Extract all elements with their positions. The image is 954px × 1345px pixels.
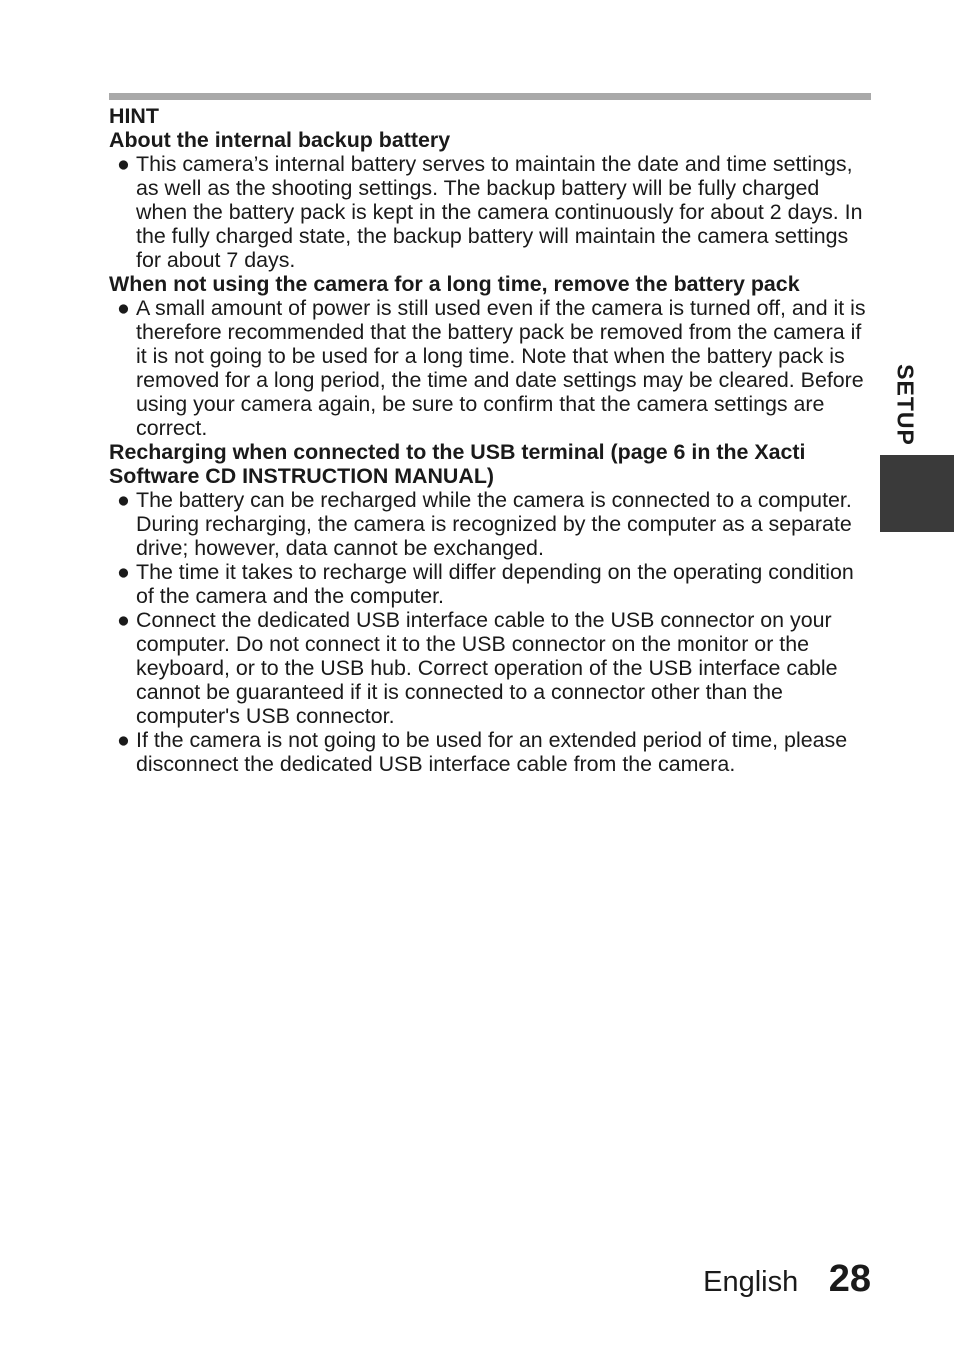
bullet-item [109,560,871,608]
bullet-icon: ● [117,608,130,632]
bullet-text: This camera’s internal battery serves to maintain the date and time settings, as well as the shooting settings. The backup battery will be fully charged when the battery pack is kept in the camera continuously for about 2 days. In the fully charged state, the backup battery will maintain the camera settings for about 7 days. [136,152,863,272]
bullet-item [109,296,871,440]
section-heading: When not using the camera for a long time, remove the battery pack [109,272,800,296]
bullet-icon: ● [117,296,130,320]
page-footer [703,1258,871,1301]
bullet-item [109,152,871,272]
bullet-icon: ● [117,488,130,512]
bullet-text: If the camera is not going to be used for an extended period of time, please disconnect the dedicated USB interface cable from the camera. [136,728,848,776]
bullet-text: The battery can be recharged while the camera is connected to a computer. During recharging, the camera is recognized by the computer as a separate drive; however, data cannot be exchanged. [136,488,852,560]
bullet-icon: ● [117,560,130,584]
bullet-item [109,728,871,776]
top-divider-rule [109,93,871,100]
bullet-text: Connect the dedicated USB interface cable to the USB connector on your computer. Do not connect it to the USB connector on the monitor or the keyboard, or to the USB hub. Correct operation of the USB interface cable cannot be guaranteed if it is connected to a connector other than the computer's USB connector. [136,608,838,728]
chapter-side-label-text: SETUP [892,364,919,446]
bullet-list [109,152,871,272]
page-number: 28 [828,1258,871,1300]
bullet-list [109,296,871,440]
bullet-text: A small amount of power is still used even if the camera is turned off, and it is therefore recommended that the battery pack be removed from the camera if it is not going to be used for a long time. Note that when the battery pack is removed for a long period, the time and date settings may be cleared. Before using your camera again, be sure to confirm that the camera settings are correct. [136,296,866,440]
hint-content [109,104,871,776]
bullet-item [109,608,871,728]
bullet-icon: ● [117,728,130,752]
footer-language: English [703,1266,799,1298]
chapter-side-label [880,360,930,450]
section-heading: About the internal backup battery [109,128,451,152]
chapter-thumb-tab [880,455,954,532]
bullet-list [109,488,871,776]
bullet-item [109,488,871,560]
bullet-icon: ● [117,152,130,176]
hint-title: HINT [109,104,159,128]
bullet-text: The time it takes to recharge will differ depending on the operating condition of the camera and the computer. [136,560,854,608]
section-heading: Recharging when connected to the USB terminal (page 6 in the Xacti Software CD INSTRUCTION MANUAL) [109,440,806,488]
